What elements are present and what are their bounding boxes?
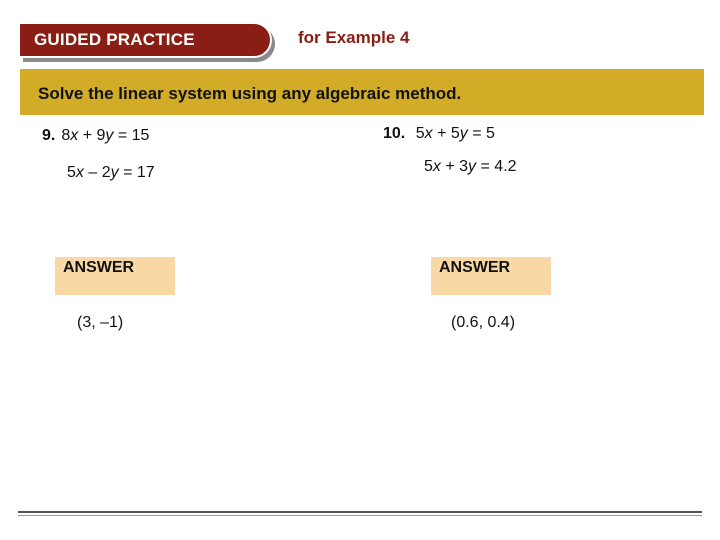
example-reference: for Example 4	[298, 28, 410, 47]
problem-number: 9.	[42, 127, 56, 144]
answer-box-10[interactable]	[431, 257, 551, 295]
answer-label: ANSWER	[63, 259, 135, 276]
problem-9-equation-1: 9. 8x + 9y = 15	[42, 127, 150, 144]
answer-box-9[interactable]	[55, 257, 175, 295]
guided-practice-tab	[18, 22, 272, 58]
bottom-rule-thin	[18, 515, 702, 516]
bottom-rule	[18, 511, 702, 513]
problem-10-equation-1: 10. 5x + 5y = 5	[383, 125, 495, 142]
answer-label: ANSWER	[439, 259, 511, 276]
problem-9-equation-2: 5x – 2y = 17	[67, 164, 155, 181]
instruction-text: Solve the linear system using any algebraic method.	[38, 84, 462, 103]
guided-practice-label: GUIDED PRACTICE	[34, 30, 195, 49]
problem-10-equation-2: 5x + 3y = 4.2	[424, 158, 517, 175]
answer-value-9: (3, –1)	[77, 314, 124, 331]
answer-value-10: (0.6, 0.4)	[451, 314, 516, 331]
problem-number: 10.	[383, 125, 406, 142]
